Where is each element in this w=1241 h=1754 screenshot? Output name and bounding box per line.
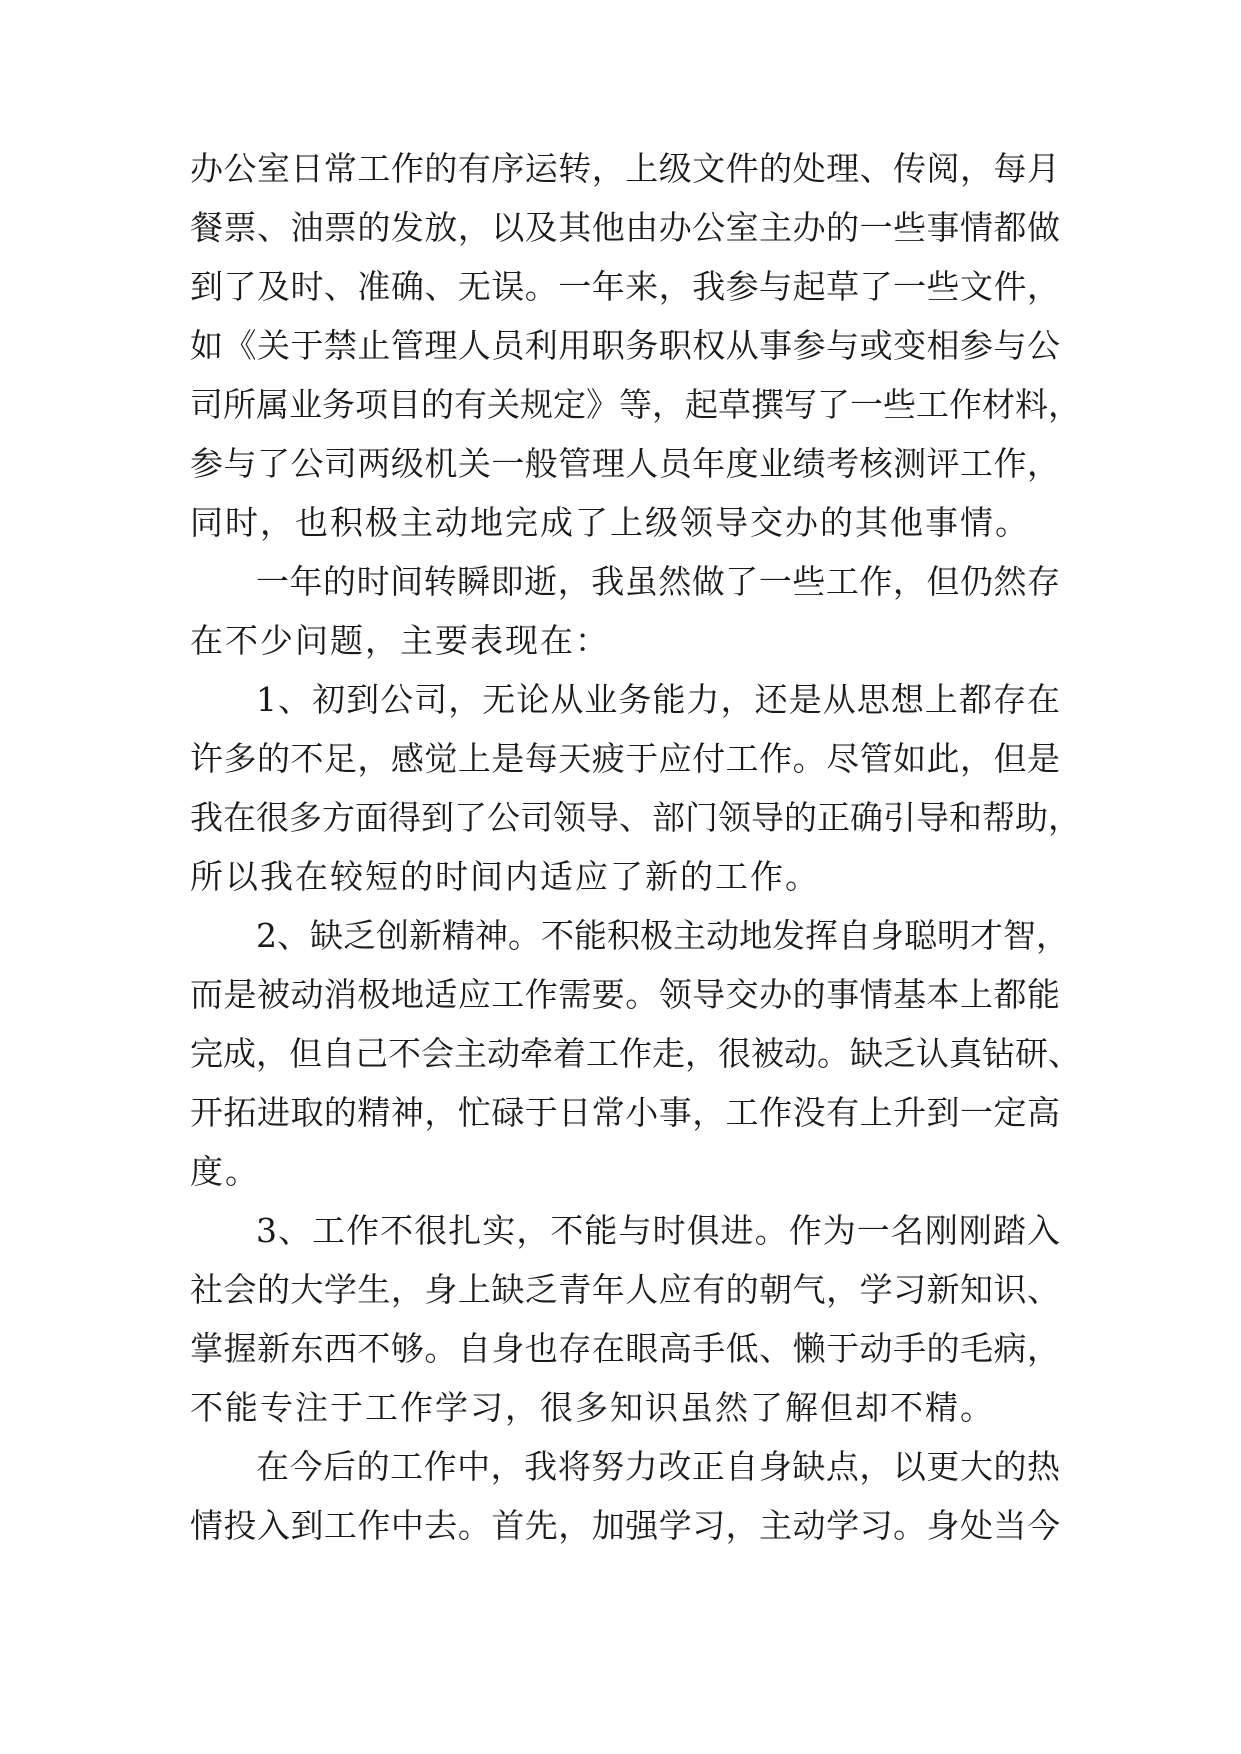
text-line: 办公室日常工作的有序运转，上级文件的处理、传阅，每月 — [190, 149, 1060, 188]
text-line: 度。 — [190, 1152, 260, 1191]
text-line: 司所属业务项目的有关规定》等，起草撰写了一些工作材料， — [190, 385, 1081, 424]
text-line: 而是被动消极地适应工作需要。领导交办的事情基本上都能 — [190, 975, 1060, 1014]
text-line: 社会的大学生，身上缺乏青年人应有的朝气，学习新知识、 — [190, 1270, 1060, 1309]
text-line: 参与了公司两级机关一般管理人员年度业绩考核测评工作， — [190, 444, 1060, 483]
text-line: 不能专注于工作学习，很多知识虽然了解但却不精。 — [190, 1388, 995, 1427]
text-line: 我在很多方面得到了公司领导、部门领导的正确引导和帮助， — [190, 798, 1081, 837]
text-line: 到了及时、准确、无误。一年来，我参与起草了一些文件， — [190, 267, 1060, 306]
text-line: 开拓进取的精神，忙碌于日常小事，工作没有上升到一定高 — [190, 1093, 1060, 1132]
text-line: 在不少问题，主要表现在： — [190, 621, 610, 660]
text-line: 许多的不足，感觉上是每天疲于应付工作。尽管如此，但是 — [190, 739, 1060, 778]
text-line: 所以我在较短的时间内适应了新的工作。 — [190, 857, 820, 896]
text-line: 一年的时间转瞬即逝，我虽然做了一些工作，但仍然存 — [256, 562, 1060, 601]
text-line: 如《关于禁止管理人员利用职务职权从事参与或变相参与公 — [190, 326, 1060, 365]
text-line: 1、初到公司，无论从业务能力，还是从思想上都存在 — [256, 680, 1060, 719]
text-line: 情投入到工作中去。首先，加强学习，主动学习。身处当今 — [190, 1506, 1060, 1545]
text-line: 餐票、油票的发放，以及其他由办公室主办的一些事情都做 — [190, 208, 1060, 247]
text-line: 同时，也积极主动地完成了上级领导交办的其他事情。 — [190, 503, 1030, 542]
text-line: 3、工作不很扎实，不能与时俱进。作为一名刚刚踏入 — [256, 1211, 1060, 1250]
text-line: 在今后的工作中，我将努力改正自身缺点，以更大的热 — [256, 1447, 1060, 1486]
text-line: 2、缺乏创新精神。不能积极主动地发挥自身聪明才智， — [256, 916, 1069, 955]
text-line: 完成，但自己不会主动牵着工作走，很被动。缺乏认真钻研、 — [190, 1034, 1081, 1073]
text-line: 掌握新东西不够。自身也存在眼高手低、懒于动手的毛病， — [190, 1329, 1060, 1368]
